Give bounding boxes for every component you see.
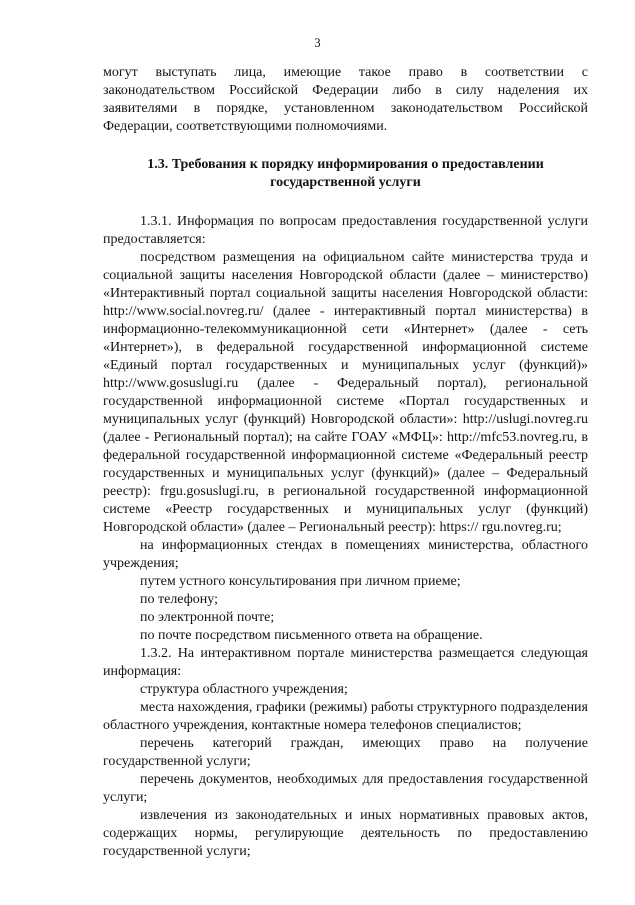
paragraph-1-3-1: 1.3.1. Информация по вопросам предоставления государственной услуги предоставляется: (103, 214, 588, 247)
document-body (103, 64, 588, 861)
paragraph-by-phone: по телефону; (140, 592, 218, 607)
section-heading-line-2: государственной услуги (270, 175, 421, 190)
paragraph-legal-extracts: извлечения из законодательных и иных нормативных правовых актов, содержащих нормы, регулирующие деятельность по предоставлению государственной услуги; (103, 808, 588, 859)
paragraph-oral-consultation: путем устного консультирования при личном приеме; (140, 574, 461, 589)
paragraph-website-info: посредством размещения на официальном сайте министерства труда и социальной защиты населения Новгородской области (далее – министерство) «Интерактивный портал социальной защиты населения Новгородской области: http://www.social.novreg.ru/ (далее - интерактивный портал министерства) в информационно-телекоммуникационной сети «Интернет» (далее - сеть «Интернет»), в федеральной государственной информационной системе «Единый портал государственных и муниципальных услуг (функций)» http://www.gosuslugi.ru (далее - Федеральный портал), региональной государственной информационной системе «Портал государственных и муниципальных услуг (функций) Новгородской области»: http://uslugi.novreg.ru (далее - Региональный портал); на сайте ГОАУ «МФЦ»: http://mfc53.novreg.ru, в федеральной государственной информационной системе «Федеральный реестр государственных и муниципальных услуг (функций)» (далее – Федеральный реестр): frgu.gosuslugi.ru, в региональной государственной информационной системе «Реестр государственных и муниципальных услуг (функций) Новгородской области» (далее – Региональный реестр): https:// rgu.novreg.ru; (103, 250, 588, 535)
paragraph-1-3-2: 1.3.2. На интерактивном портале министерства размещается следующая информация: (103, 646, 588, 679)
paragraph-representatives: могут выступать лица, имеющие такое право в соответствии с законодательством Российской Федерации либо в силу наделения их заявителями в порядке, установленном законодательством Российской Федерации, соответствующими полномочиями. (103, 65, 588, 134)
paragraph-citizen-categories: перечень категорий граждан, имеющих право на получение государственной услуги; (103, 736, 588, 769)
section-heading-line-1: 1.3. Требования к порядку информирования о предоставлении (147, 157, 544, 172)
paragraph-info-stands: на информационных стендах в помещениях министерства, областного учреждения; (103, 538, 588, 571)
paragraph-by-email: по электронной почте; (140, 610, 275, 625)
paragraph-structure: структура областного учреждения; (140, 682, 348, 697)
paragraph-locations-schedules: места нахождения, графики (режимы) работы структурного подразделения областного учреждения, контактные номера телефонов специалистов; (103, 700, 588, 733)
paragraph-by-mail: по почте посредством письменного ответа на обращение. (140, 628, 483, 643)
section-heading (103, 156, 588, 192)
page-number: 3 (314, 36, 321, 50)
paragraph-documents-list: перечень документов, необходимых для предоставления государственной услуги; (103, 772, 588, 805)
